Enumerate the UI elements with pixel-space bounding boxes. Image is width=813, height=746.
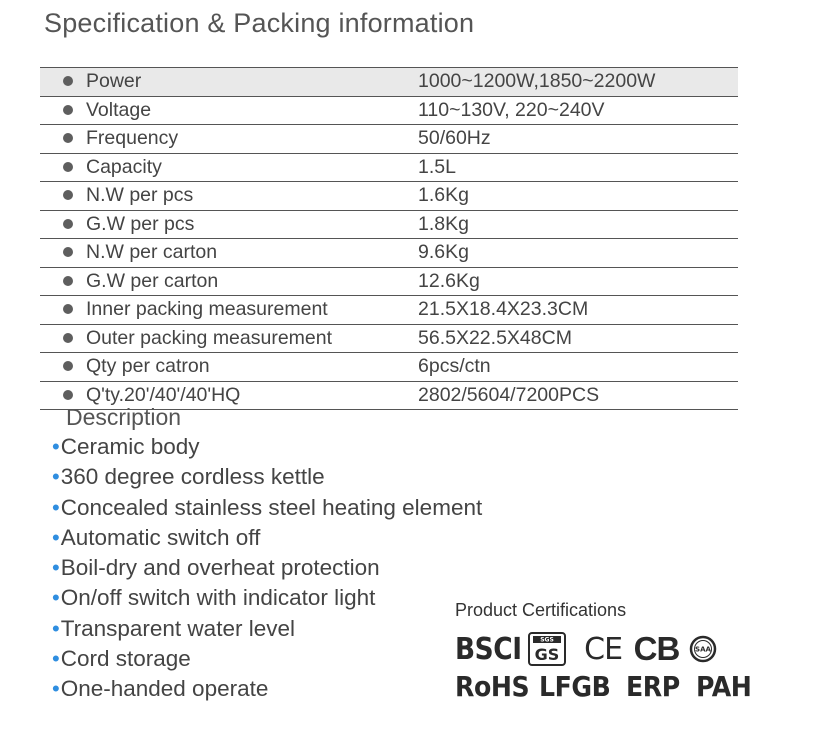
spec-label: Outer packing measurement bbox=[86, 326, 333, 349]
spec-label: Voltage bbox=[86, 98, 152, 121]
list-item-text: Boil-dry and overheat protection bbox=[60, 555, 380, 581]
spec-row-power bbox=[40, 67, 738, 97]
spec-label: Frequency bbox=[86, 127, 179, 149]
page-title: Specification & Packing information bbox=[44, 8, 475, 38]
bullet-dot bbox=[63, 219, 73, 229]
spec-label: Capacity bbox=[86, 155, 162, 178]
spec-value: 12.6Kg bbox=[418, 269, 480, 292]
spec-row-capacity bbox=[40, 154, 738, 183]
bullet-dot bbox=[63, 361, 73, 371]
spec-value: 110~130V, 220~240V bbox=[418, 98, 605, 121]
bsci-logo: BSCI bbox=[455, 631, 522, 667]
spec-label: Qty per catron bbox=[86, 355, 210, 377]
list-item-text: Transparent water level bbox=[60, 615, 295, 641]
spec-row-frequency bbox=[40, 125, 738, 154]
saa-mark-text: SAA bbox=[694, 645, 711, 654]
spec-value: 56.5X22.5X48CM bbox=[418, 326, 572, 349]
saa-mark-icon bbox=[689, 635, 717, 663]
spec-label: Inner packing measurement bbox=[86, 298, 328, 320]
list-item bbox=[52, 523, 572, 553]
certifications-heading: Product Certifications bbox=[455, 600, 627, 620]
gs-mark-main-text: GS bbox=[534, 645, 559, 664]
spec-label: G.W per pcs bbox=[86, 212, 195, 235]
lfgb-mark: LFGB bbox=[538, 670, 610, 703]
rohs-mark: RoHS bbox=[455, 670, 530, 703]
spec-value: 1.5L bbox=[418, 155, 456, 178]
list-item-text: Concealed stainless steel heating element bbox=[60, 494, 483, 520]
list-item bbox=[52, 493, 572, 523]
spec-value: 50/60Hz bbox=[418, 127, 491, 149]
bullet-dot bbox=[63, 190, 73, 200]
bullet-icon: • bbox=[52, 646, 60, 672]
gs-mark-top-text: SGS bbox=[539, 636, 554, 644]
bullet-icon: • bbox=[52, 494, 60, 520]
bullet-icon: • bbox=[52, 615, 60, 641]
spec-value: 21.5X18.4X23.3CM bbox=[418, 298, 589, 320]
spec-row-voltage bbox=[40, 97, 738, 126]
list-item-text: Ceramic body bbox=[60, 434, 200, 459]
pah-mark: PAH bbox=[695, 670, 752, 703]
bullet-dot bbox=[63, 76, 73, 86]
spec-row-gw-per-pcs bbox=[40, 211, 738, 240]
spec-value: 1.8Kg bbox=[418, 212, 469, 235]
list-item-text: Cord storage bbox=[60, 646, 191, 672]
certification-logos-row-2 bbox=[455, 670, 756, 706]
bullet-dot bbox=[63, 133, 73, 143]
spec-value: 9.6Kg bbox=[418, 241, 469, 263]
spec-value: 2802/5604/7200PCS bbox=[418, 383, 600, 406]
list-item-text: On/off switch with indicator light bbox=[60, 585, 376, 611]
bullet-dot bbox=[63, 276, 73, 286]
bullet-dot bbox=[63, 390, 73, 400]
bullet-dot bbox=[63, 162, 73, 172]
certification-logos-row-1 bbox=[455, 630, 717, 670]
spec-row-nw-per-carton bbox=[40, 239, 738, 268]
bullet-dot bbox=[63, 247, 73, 257]
bullet-icon: • bbox=[52, 434, 60, 459]
spec-row-inner-packing bbox=[40, 296, 738, 325]
ce-mark: CE bbox=[584, 631, 623, 667]
list-item bbox=[52, 553, 572, 583]
list-item-text: 360 degree cordless kettle bbox=[60, 464, 325, 490]
spec-value: 1000~1200W,1850~2200W bbox=[418, 70, 656, 92]
spec-row-gw-per-carton bbox=[40, 268, 738, 297]
spec-label: N.W per pcs bbox=[86, 184, 194, 206]
bullet-dot bbox=[63, 105, 73, 115]
bullet-icon: • bbox=[52, 555, 60, 581]
spec-value: 6pcs/ctn bbox=[418, 355, 491, 377]
bullet-icon: • bbox=[52, 585, 60, 611]
spec-table bbox=[40, 67, 738, 410]
list-item-text: Automatic switch off bbox=[60, 524, 261, 550]
description-heading: Description bbox=[66, 404, 182, 430]
bullet-icon: • bbox=[52, 676, 60, 702]
bullet-dot bbox=[63, 333, 73, 343]
spec-label: N.W per carton bbox=[86, 241, 218, 263]
spec-label: Q'ty.20'/40'/40'HQ bbox=[86, 383, 241, 406]
erp-mark: ERP bbox=[626, 670, 680, 703]
spec-row-nw-per-pcs bbox=[40, 182, 738, 211]
list-item bbox=[52, 462, 572, 492]
bullet-icon: • bbox=[52, 464, 60, 490]
spec-label: Power bbox=[86, 70, 142, 92]
bullet-dot bbox=[63, 304, 73, 314]
spec-row-qty-per-carton bbox=[40, 353, 738, 382]
gs-mark-icon bbox=[527, 631, 567, 667]
bullet-icon: • bbox=[52, 524, 60, 550]
list-item bbox=[52, 432, 572, 462]
spec-row-outer-packing bbox=[40, 325, 738, 354]
spec-value: 1.6Kg bbox=[418, 184, 469, 206]
list-item-text: One-handed operate bbox=[60, 676, 269, 702]
cb-mark: CB bbox=[633, 630, 680, 667]
spec-label: G.W per carton bbox=[86, 269, 219, 292]
